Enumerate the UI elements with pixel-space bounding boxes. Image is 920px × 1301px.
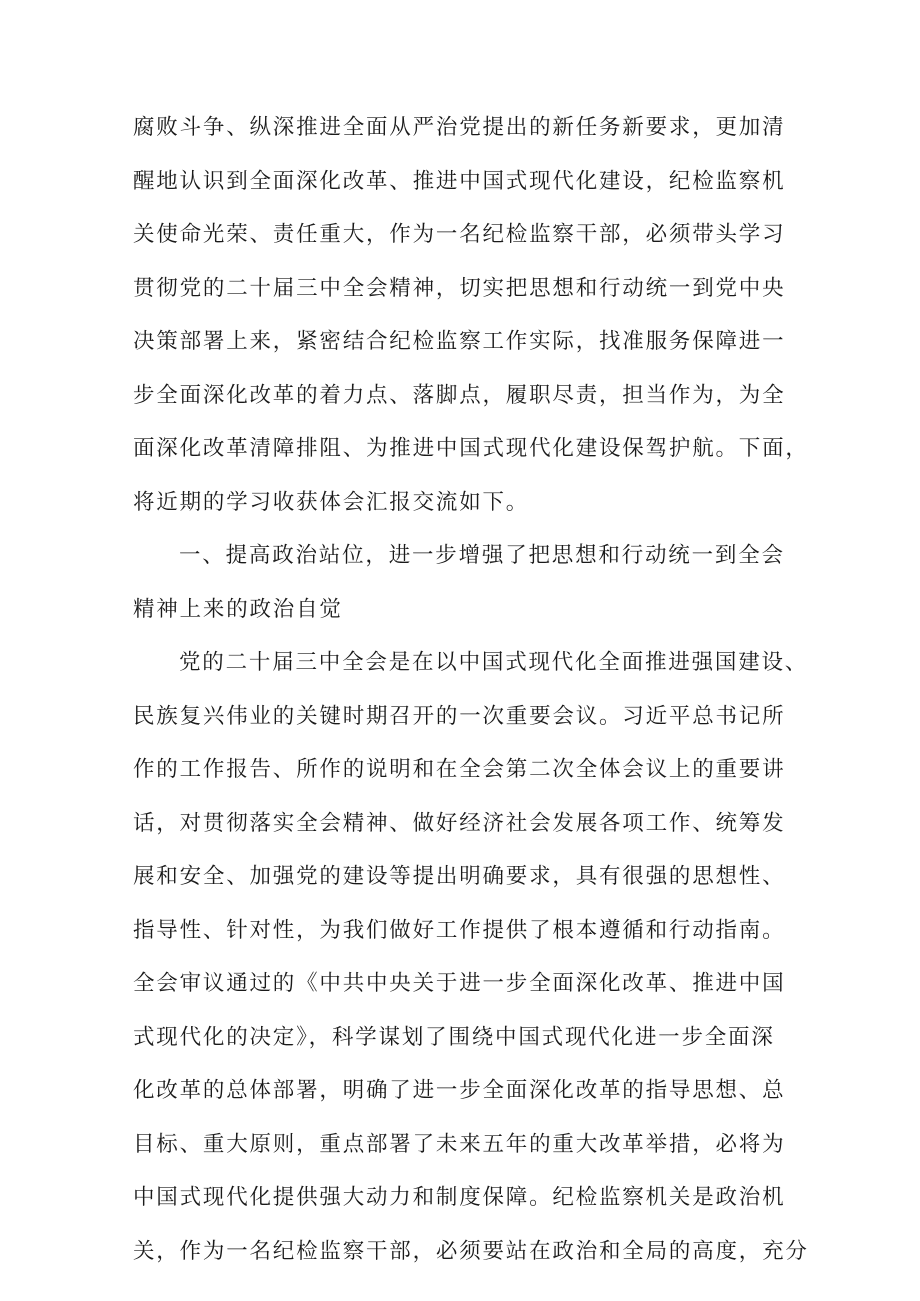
text-line: 作的工作报告、所作的说明和在全会第二次全体会议上的重要讲 — [133, 757, 786, 782]
text-line: 民族复兴伟业的关键时期召开的一次重要会议。习近平总书记所 — [133, 703, 786, 729]
text-line: 将近期的学习收获体会汇报交流如下。 — [133, 489, 530, 515]
text-line: 中国式现代化提供强大动力和制度保障。纪检监察机关是政治机 — [133, 1185, 786, 1210]
text-line: 化改革的总体部署，明确了进一步全面深化改革的指导思想、总 — [133, 1078, 786, 1103]
section-heading-line: 精神上来的政治自觉 — [133, 596, 343, 622]
text-line: 面深化改革清障排阻、为推进中国式现代化建设保驾护航。下面， — [133, 436, 809, 461]
text-line: 关使命光荣、责任重大，作为一名纪检监察干部，必须带头学习 — [133, 222, 786, 247]
text-line: 展和安全、加强党的建设等提出明确要求，具有很强的思想性、 — [133, 864, 786, 889]
text-line: 全会审议通过的《中共中央关于进一步全面深化改革、推进中国 — [133, 971, 786, 996]
text-line: 话，对贯彻落实全会精神、做好经济社会发展各项工作、统筹发 — [133, 810, 786, 836]
text-line: 党的二十届三中全会是在以中国式现代化全面推进强国建设、 — [179, 650, 809, 675]
text-line: 腐败斗争、纵深推进全面从严治党提出的新任务新要求，更加清 — [133, 115, 786, 140]
text-line: 决策部署上来，紧密结合纪检监察工作实际，找准服务保障进一 — [133, 329, 786, 354]
document-body-text — [133, 101, 809, 1278]
text-line: 关，作为一名纪检监察干部，必须要站在政治和全局的高度，充分 — [133, 1238, 809, 1264]
text-line: 指导性、针对性，为我们做好工作提供了根本遵循和行动指南。 — [133, 917, 786, 943]
text-line: 式现代化的决定》，科学谋划了围绕中国式现代化进一步全面深 — [133, 1024, 775, 1050]
text-line: 步全面深化改革的着力点、落脚点，履职尽责，担当作为，为全 — [133, 382, 786, 408]
text-line: 醒地认识到全面深化改革、推进中国式现代化建设，纪检监察机 — [133, 168, 786, 194]
text-line: 目标、重大原则，重点部署了未来五年的重大改革举措，必将为 — [133, 1131, 786, 1157]
section-heading-line: 一、提高政治站位，进一步增强了把思想和行动统一到全会 — [179, 543, 785, 568]
text-line: 贯彻党的二十届三中全会精神，切实把思想和行动统一到党中央 — [133, 275, 786, 301]
